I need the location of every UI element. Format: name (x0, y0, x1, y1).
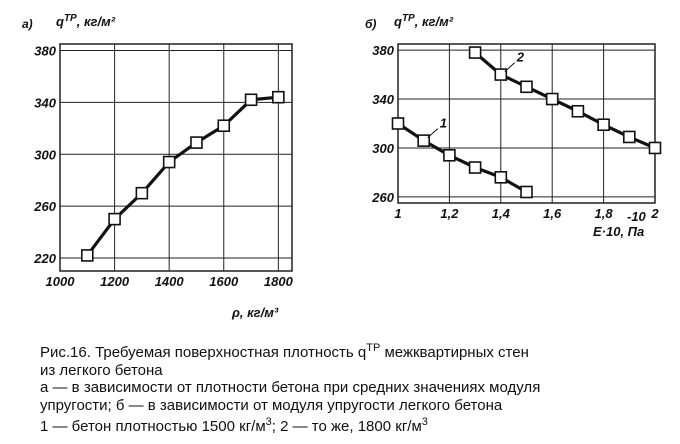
y-tick-label: 340 (372, 92, 394, 108)
x-tick-label: 1000 (45, 274, 75, 289)
x-tick-label: 1 (394, 206, 402, 221)
y-tick-label: 380 (34, 43, 56, 59)
data-point (521, 186, 532, 197)
data-point (572, 106, 583, 117)
figure-caption (40, 340, 670, 436)
caption-sup-3b: 3 (421, 416, 428, 428)
chart-panel-1 (60, 44, 292, 271)
caption-line-4: упругости; б — в зависимости от модуля упругости легкого бетона (40, 396, 503, 414)
plot-frame (398, 44, 655, 203)
x-tick-label: 1,6 (543, 206, 562, 221)
data-point (547, 94, 558, 105)
y-axis-label: $q^{TP}$, кг/м² (394, 13, 454, 29)
caption-line-2: из легкого бетона (40, 361, 163, 379)
data-point (470, 47, 481, 58)
caption-line-1 (40, 340, 670, 362)
caption-sup-3a: 3 (265, 416, 272, 428)
x-tick-label: 1400 (154, 274, 184, 289)
series-line (87, 97, 278, 255)
data-point (495, 69, 506, 80)
data-point (495, 172, 506, 183)
x-tick-label: 1600 (209, 274, 239, 289)
caption-title: Рис.16. Требуемая поверхностная плотность q (40, 344, 367, 361)
series-label: 2 (516, 49, 525, 65)
x-axis-label: ρ, кг/м³ (232, 305, 279, 320)
x-axis-label: E·10, Па (593, 224, 645, 239)
y-tick-label: 220 (34, 251, 56, 267)
data-point (273, 92, 284, 103)
data-point (218, 120, 229, 131)
x-tick-label: 1200 (100, 274, 130, 289)
data-point (82, 250, 93, 261)
caption-line-3: а — в зависимости от плотности бетона при средних значениях модуля (40, 379, 541, 396)
series-line-1 (398, 124, 527, 193)
y-tick-label: 300 (372, 140, 394, 156)
data-point (650, 142, 661, 153)
caption-legend-1: 1 — бетон плотностью 1500 кг/м (40, 418, 266, 435)
x-tick-label: 1,4 (491, 206, 510, 221)
data-point (246, 94, 257, 105)
panel-label: а) (22, 17, 33, 31)
y-axis-label: $q^{TP}$, кг/м² (56, 13, 116, 29)
caption-line-5 (40, 414, 670, 436)
data-point (624, 131, 635, 142)
data-point (164, 157, 175, 168)
data-point (136, 188, 147, 199)
y-tick-label: 340 (34, 95, 56, 111)
caption-title-end: межквартирных стен (380, 344, 529, 361)
caption-sup-tr: TP (366, 342, 381, 354)
x-axis-exponent: -10 (627, 209, 646, 224)
chart-panel-2 (393, 44, 661, 203)
y-tick-label: 380 (372, 43, 394, 59)
data-point (393, 118, 404, 129)
y-tick-label: 300 (34, 147, 56, 163)
data-point (470, 162, 481, 173)
x-tick-label: 1,8 (594, 206, 613, 221)
series-label: 1 (439, 115, 447, 131)
data-point (109, 214, 120, 225)
series-leader (428, 129, 438, 138)
data-point (191, 137, 202, 148)
y-tick-label: 260 (372, 189, 394, 205)
y-tick-label: 260 (34, 199, 56, 215)
data-point (418, 135, 429, 146)
x-tick-label: 2 (651, 206, 659, 221)
panel-label: б) (365, 17, 377, 31)
x-tick-label: 1800 (263, 274, 293, 289)
data-point (598, 119, 609, 130)
x-tick-label: 1,2 (440, 206, 459, 221)
data-point (444, 150, 455, 161)
data-point (521, 81, 532, 92)
series-leader (505, 63, 515, 72)
caption-legend-2: ; 2 — то же, 1800 кг/м (271, 418, 422, 435)
